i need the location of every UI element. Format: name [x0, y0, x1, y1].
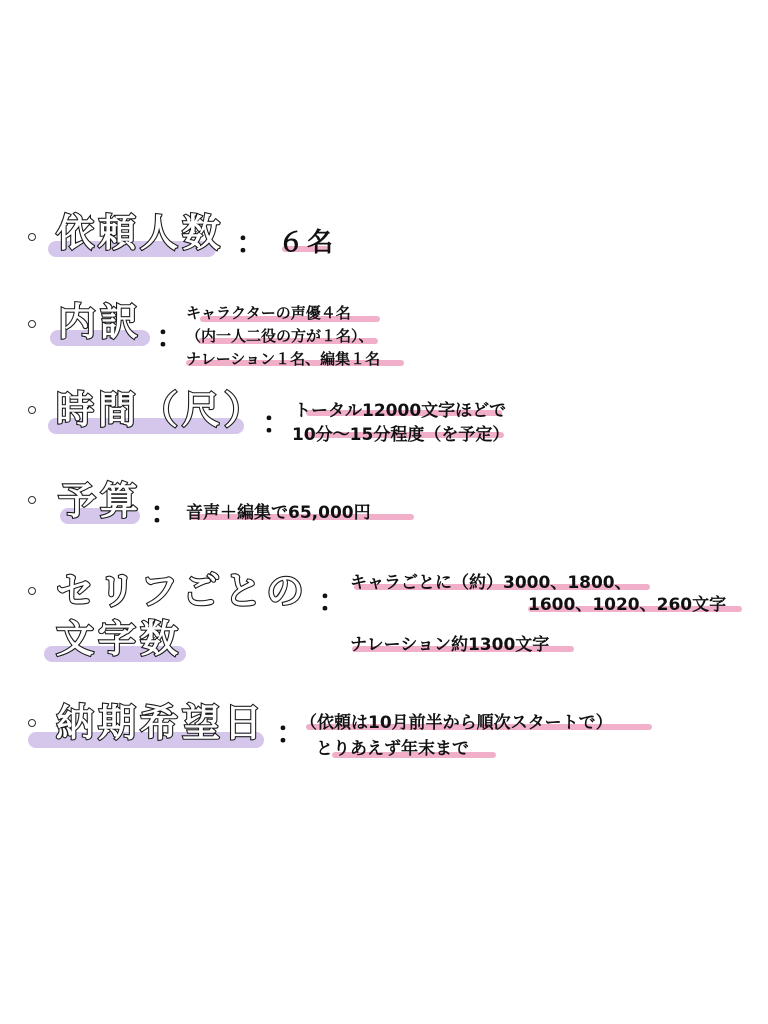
colon: ： [276, 716, 306, 751]
item-value: 音声＋編集で65,000円 [186, 503, 371, 523]
colon: ： [236, 226, 266, 261]
colon: ： [156, 320, 186, 355]
item-value: 10分〜15分程度（を予定） [292, 425, 510, 445]
item-value: ナレーション約1300文字 [350, 635, 550, 655]
item-value: とりあえず年末まで [316, 739, 469, 759]
item-value: キャラクターの声優４名 [186, 304, 351, 322]
bullet-icon [28, 496, 36, 504]
item-value: トータル12000文字ほどで [294, 401, 507, 421]
colon: ： [150, 496, 180, 531]
item-value: 1600、1020、260文字 [528, 595, 727, 615]
item-label: 予算 [58, 479, 143, 523]
bullet-icon [28, 320, 36, 328]
item-label: 時間（尺） [56, 388, 267, 432]
item-label: 文字数 [56, 617, 183, 661]
item-label: 内訳 [58, 300, 143, 344]
item-value: ナレーション１名、編集１名 [186, 350, 381, 368]
bullet-icon [28, 719, 36, 727]
item-value: （依頼は10月前半から順次スタートで） [300, 713, 613, 733]
item-label: 納期希望日 [56, 701, 267, 745]
colon: ： [318, 584, 348, 619]
bullet-icon [28, 587, 36, 595]
bullet-icon [28, 233, 36, 241]
item-value: キャラごとに（約）3000、1800、 [350, 573, 632, 593]
item-label: 依頼人数 [56, 211, 225, 255]
item-value: （内一人二役の方が１名）、 [186, 327, 374, 345]
bullet-icon [28, 406, 36, 414]
item-value: ６名 [278, 228, 337, 258]
item-label: セリフごとの [56, 569, 309, 613]
colon: ： [262, 406, 292, 441]
